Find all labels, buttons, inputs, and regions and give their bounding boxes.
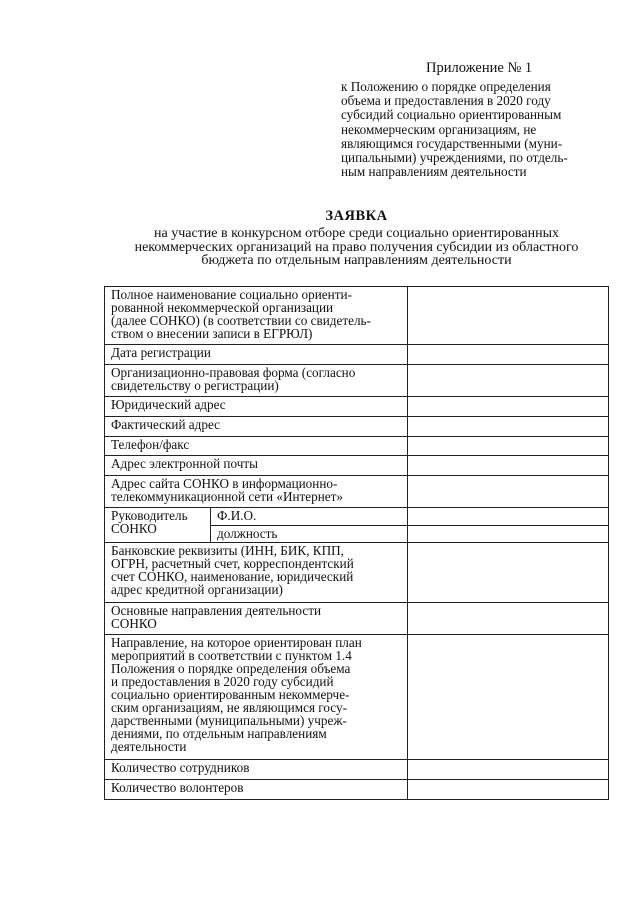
field-label-legal-form [105, 365, 408, 397]
field-value-legal-address[interactable] [408, 397, 609, 417]
field-label-full-name [105, 287, 408, 345]
label-line: ским организациям, не являющимся госу- [111, 700, 347, 715]
table-row [105, 417, 609, 437]
table-row [105, 760, 609, 780]
appendix-ref-line: субсидий социально ориентированным [341, 107, 562, 123]
subtitle-line: бюджета по отдельным направлениям деятельности [201, 253, 512, 268]
label-line: Фактический адрес [111, 417, 221, 432]
field-label-head-position: должность [211, 526, 408, 543]
subtitle-line: на участие в конкурсном отборе среди социально ориентированных [154, 226, 559, 241]
label-line: (далее СОНКО) (в соответствии со свидетель- [111, 313, 371, 328]
label-line: Направление, на которое ориентирован план [111, 635, 362, 650]
field-label-main-activities [105, 603, 408, 635]
table-row [105, 287, 609, 345]
label-line: Адрес сайта СОНКО в информационно- [111, 476, 338, 491]
label-line: дениями, по отдельным направлениям [111, 726, 327, 741]
document-subtitle [0, 227, 640, 268]
label-line: Банковские реквизиты (ИНН, БИК, КПП, [111, 543, 344, 558]
field-label-registration-date [105, 345, 408, 365]
table-row [105, 603, 609, 635]
field-label-head [105, 508, 211, 543]
label-line: Телефон/факс [111, 437, 190, 452]
field-label-website [105, 476, 408, 508]
field-value-bank-details[interactable] [408, 543, 609, 603]
appendix-ref-line: объема и предоставления в 2020 году [341, 93, 551, 109]
label-line: Организационно-правовая форма (согласно [111, 365, 356, 380]
label-line: Дата регистрации [111, 345, 211, 360]
label-line: счет СОНКО, наименование, юридический [111, 569, 354, 584]
table-row [105, 397, 609, 417]
field-label-head-fio: Ф.И.О. [211, 508, 408, 526]
field-value-legal-form[interactable] [408, 365, 609, 397]
document-title: ЗАЯВКА [325, 208, 388, 224]
label-line: Полное наименование социально ориенти- [111, 287, 352, 302]
label-line: деятельности [111, 739, 187, 754]
label-line: Положения о порядке определения объема [111, 661, 351, 676]
label-line: свидетельству о регистрации) [111, 378, 279, 393]
table-row [105, 345, 609, 365]
appendix-ref-line: ным направлениям деятельности [341, 164, 527, 180]
field-label-employees [105, 760, 408, 780]
field-value-head-fio[interactable] [408, 508, 609, 526]
label-line: Количество волонтеров [111, 780, 244, 795]
subtitle-line: некоммерческих организаций на право получения субсидии из областного [134, 239, 579, 255]
field-label-bank-details [105, 543, 408, 603]
label-line: дарственными (муниципальными) учреж- [111, 713, 347, 728]
label-line: Юридический адрес [111, 397, 226, 412]
table-row [105, 456, 609, 476]
label-line: и предоставления в 2020 году субсидий [111, 674, 334, 689]
appendix-reference [341, 80, 568, 179]
appendix-ref-line: ципальными) учреждениями, по отдель- [341, 150, 568, 166]
label-line: рованной некоммерческой организации [111, 300, 334, 315]
label-line: Основные направления деятельности [111, 603, 322, 618]
field-label-actual-address [105, 417, 408, 437]
field-value-direction[interactable] [408, 635, 609, 760]
label-line: социально ориентированным некоммерче- [111, 687, 350, 702]
field-value-phone-fax[interactable] [408, 437, 609, 456]
label-line: СОНКО [111, 521, 157, 536]
field-label-phone-fax [105, 437, 408, 456]
table-row [105, 437, 609, 456]
field-value-main-activities[interactable] [408, 603, 609, 635]
field-value-website[interactable] [408, 476, 609, 508]
appendix-ref-line: к Положению о порядке определения [341, 79, 551, 94]
field-value-employees[interactable] [408, 760, 609, 780]
field-value-email[interactable] [408, 456, 609, 476]
label-line: Руководитель [111, 508, 188, 523]
field-label-direction [105, 635, 408, 760]
appendix-title: Приложение № 1 [426, 60, 533, 76]
field-value-head-position[interactable] [408, 526, 609, 543]
table-row [105, 543, 609, 603]
field-label-email [105, 456, 408, 476]
table-row [105, 635, 609, 760]
label-line: телекоммуникационной сети «Интернет» [111, 489, 343, 504]
label-line: ством о внесении записи в ЕГРЮЛ) [111, 326, 313, 341]
table-row [105, 780, 609, 800]
field-value-actual-address[interactable] [408, 417, 609, 437]
field-label-legal-address [105, 397, 408, 417]
field-value-full-name[interactable] [408, 287, 609, 345]
appendix-ref-line: некоммерческим организациям, не [341, 121, 537, 137]
field-label-volunteers [105, 780, 408, 800]
field-value-registration-date[interactable] [408, 345, 609, 365]
label-line: ОГРН, расчетный счет, корреспондентский [111, 556, 354, 571]
field-value-volunteers[interactable] [408, 780, 609, 800]
label-line: мероприятий в соответствии с пунктом 1.4 [111, 648, 352, 663]
label-line: адрес кредитной организации) [111, 582, 283, 597]
table-row [105, 365, 609, 397]
table-row [105, 476, 609, 508]
label-line: Адрес электронной почты [111, 456, 258, 471]
label-line: Количество сотрудников [111, 760, 250, 775]
label-line: СОНКО [111, 616, 157, 631]
table-row [105, 508, 609, 526]
application-form-table [104, 286, 609, 800]
appendix-ref-line: являющимся государственными (муни- [341, 135, 563, 151]
